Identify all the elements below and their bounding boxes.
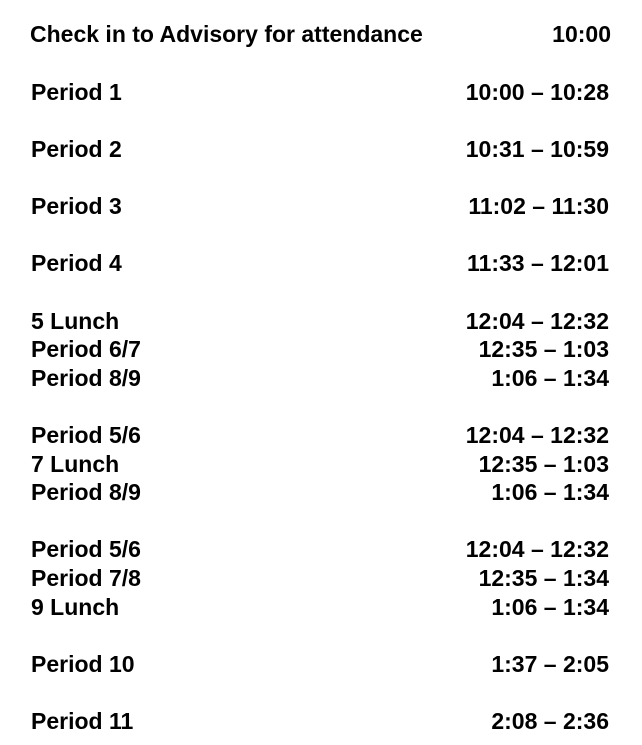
period-label: Period 2 xyxy=(31,136,122,162)
schedule-row xyxy=(0,306,642,336)
schedule-row xyxy=(0,563,642,593)
period-time: 10:00 – 10:28 xyxy=(465,79,609,105)
period-label: Period 11 xyxy=(31,708,134,734)
period-time: 12:04 – 12:32 xyxy=(465,422,609,448)
period-label: 7 Lunch xyxy=(31,451,120,477)
period-time: 12:04 – 12:32 xyxy=(465,308,609,334)
schedule-row xyxy=(0,534,642,564)
period-label: 5 Lunch xyxy=(31,308,120,334)
period-time: 12:35 – 1:34 xyxy=(478,565,609,591)
schedule-row xyxy=(0,477,642,507)
period-label: Period 5/6 xyxy=(31,536,141,562)
advisory-checkin-label: Check in to Advisory for attendance xyxy=(30,21,423,47)
period-label: 9 Lunch xyxy=(31,594,120,620)
schedule-row xyxy=(0,592,642,622)
schedule-row xyxy=(0,334,642,364)
period-time: 11:33 – 12:01 xyxy=(467,250,609,276)
period-time: 10:31 – 10:59 xyxy=(465,136,609,162)
period-label: Period 8/9 xyxy=(31,479,141,505)
period-time: 1:06 – 1:34 xyxy=(491,479,609,505)
period-time: 12:35 – 1:03 xyxy=(478,451,609,477)
advisory-checkin-time: 10:00 xyxy=(552,21,611,47)
schedule-row xyxy=(0,363,642,393)
period-label: Period 6/7 xyxy=(31,336,141,362)
period-time: 2:08 – 2:36 xyxy=(491,708,609,734)
period-time: 1:37 – 2:05 xyxy=(491,651,609,677)
schedule-row xyxy=(0,134,642,164)
period-label: Period 7/8 xyxy=(31,565,141,591)
period-label: Period 1 xyxy=(31,79,122,105)
period-label: Period 10 xyxy=(31,651,135,677)
period-label: Period 8/9 xyxy=(31,365,141,391)
period-time: 1:06 – 1:34 xyxy=(491,594,609,620)
period-time: 12:35 – 1:03 xyxy=(478,336,609,362)
schedule-row xyxy=(0,77,642,107)
schedule-row xyxy=(0,706,642,736)
schedule-row xyxy=(0,649,642,679)
period-label: Period 3 xyxy=(31,193,122,219)
period-label: Period 4 xyxy=(31,250,122,276)
schedule-row xyxy=(0,420,642,450)
advisory-checkin-row xyxy=(0,19,642,49)
period-time: 11:02 – 11:30 xyxy=(468,193,609,219)
schedule-row xyxy=(0,248,642,278)
period-time: 1:06 – 1:34 xyxy=(491,365,609,391)
schedule-row xyxy=(0,191,642,221)
period-label: Period 5/6 xyxy=(31,422,141,448)
schedule-row xyxy=(0,449,642,479)
period-time: 12:04 – 12:32 xyxy=(465,536,609,562)
